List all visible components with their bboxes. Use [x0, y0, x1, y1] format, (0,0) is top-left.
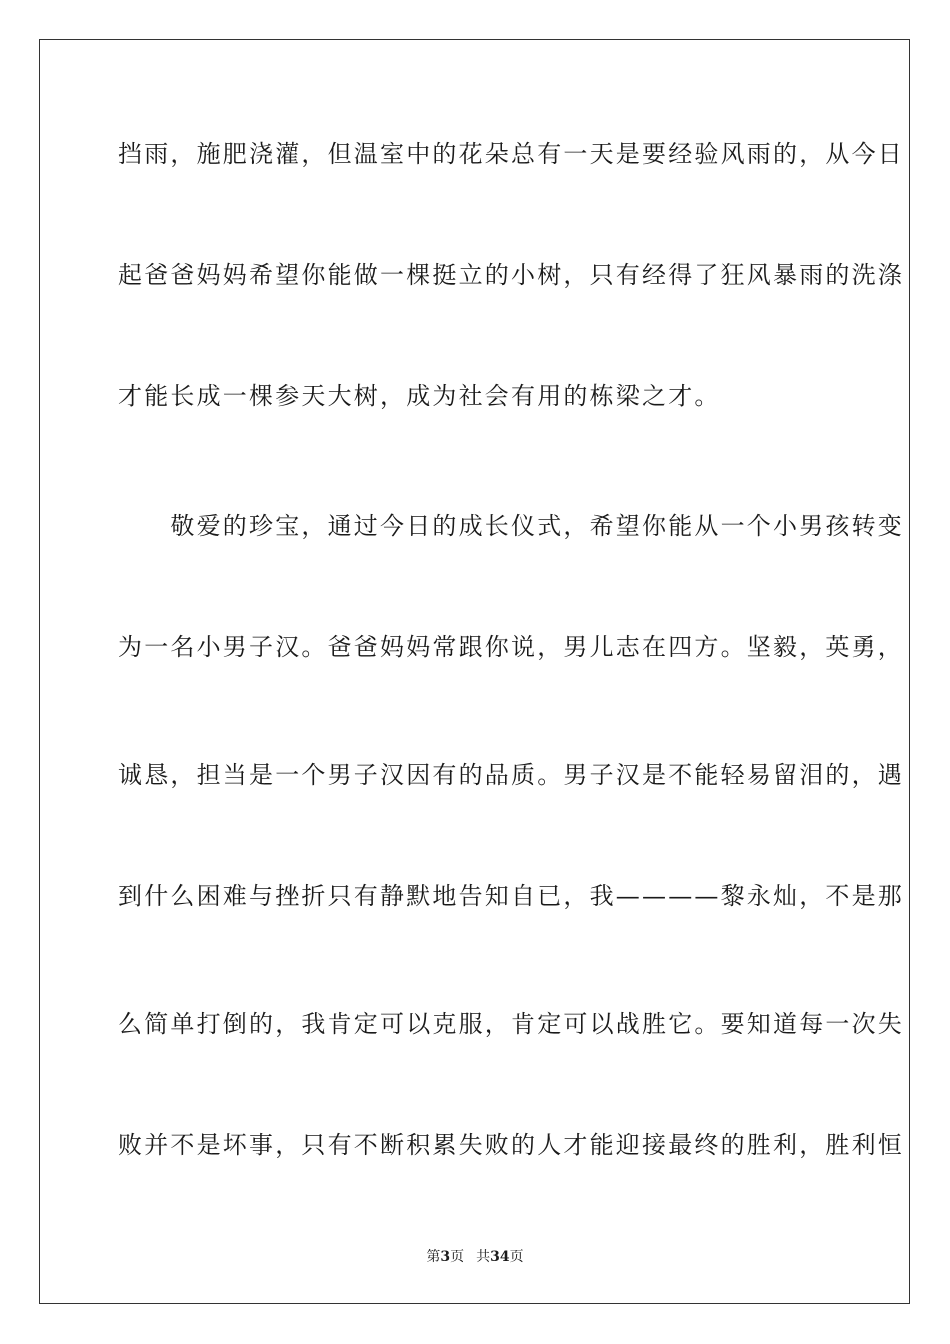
text-line-4: 敬爱的珍宝，通过今日的成长仪式，希望你能从一个小男孩转变	[118, 512, 904, 540]
text-line-8: 么简单打倒的，我肯定可以克服，肯定可以战胜它。要知道每一次失	[118, 1010, 904, 1038]
page-footer	[0, 1248, 950, 1266]
total-prefix: 共	[476, 1249, 491, 1265]
text-line-6: 诚恳，担当是一个男子汉因有的品质。男子汉是不能轻易留泪的，遇	[118, 761, 904, 789]
text-line-7: 到什么困难与挫折只有静默地告知自已，我————黎永灿，不是那	[118, 882, 904, 910]
page-border	[39, 39, 910, 1304]
page-number: 3	[440, 1249, 451, 1265]
page-suffix: 页	[450, 1249, 465, 1265]
text-line-9: 败并不是坏事，只有不断积累失败的人才能迎接最终的胜利，胜利恒	[118, 1131, 904, 1159]
text-line-1: 挡雨，施肥浇灌，但温室中的花朵总有一天是要经验风雨的，从今日	[118, 140, 904, 168]
text-line-3: 才能长成一棵参天大树，成为社会有用的栋梁之才。	[118, 382, 721, 410]
total-suffix: 页	[509, 1249, 524, 1265]
text-line-5: 为一名小男子汉。爸爸妈妈常跟你说，男儿志在四方。坚毅，英勇，	[118, 633, 904, 661]
text-line-2: 起爸爸妈妈希望你能做一棵挺立的小树，只有经得了狂风暴雨的洗涤	[118, 261, 904, 289]
page-prefix: 第	[426, 1249, 441, 1265]
total-pages: 34	[490, 1249, 510, 1265]
